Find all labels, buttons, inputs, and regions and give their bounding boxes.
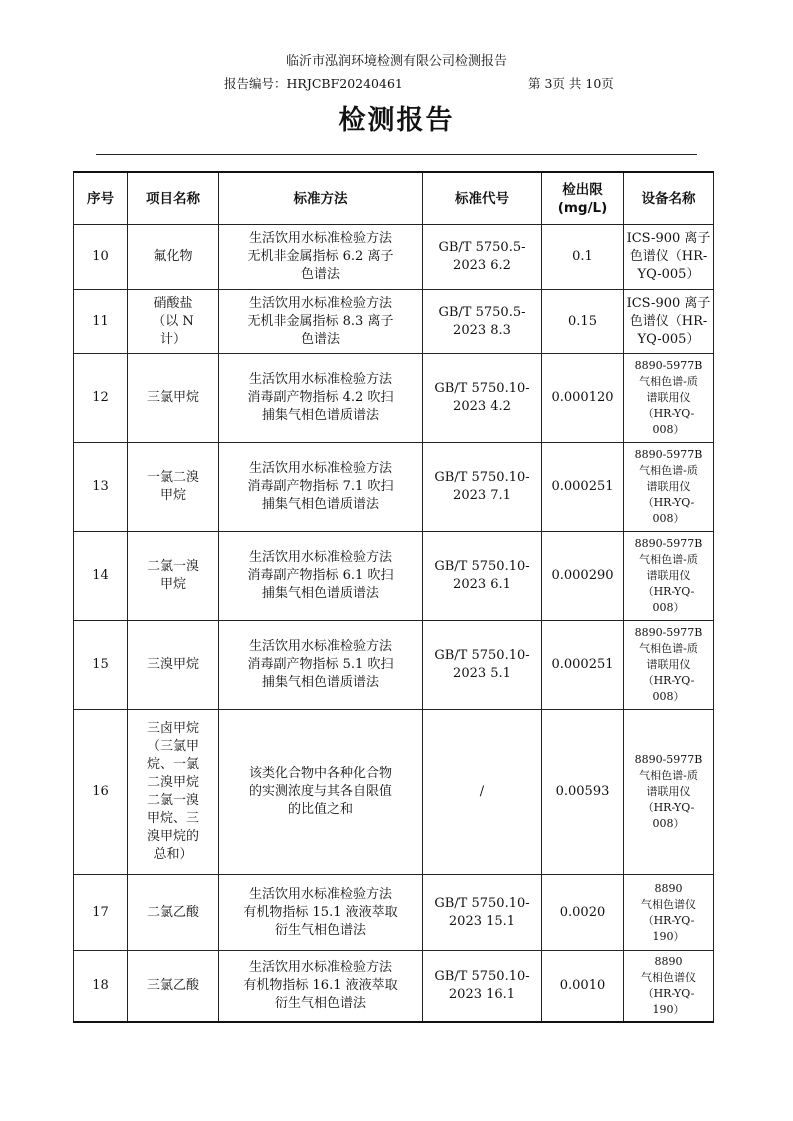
standard-code-cell: GB/T 5750.10- 2023 7.1	[423, 443, 542, 532]
table-row	[74, 225, 714, 290]
row-number-cell: 17	[74, 875, 128, 951]
equipment-name-cell: ICS-900 离子 色谱仪（HR- YQ-005）	[624, 290, 714, 354]
row-number-cell: 16	[74, 710, 128, 875]
table-row	[74, 290, 714, 354]
page-title: 检测报告	[338, 105, 455, 136]
column-header: 标准方法	[219, 172, 423, 225]
standard-method-cell: 生活饮用水标准检验方法 无机非金属指标 6.2 离子 色谱法	[219, 225, 423, 290]
detection-limit-cell: 0.000120	[542, 354, 624, 443]
standard-method-cell: 生活饮用水标准检验方法 无机非金属指标 8.3 离子 色谱法	[219, 290, 423, 354]
item-name-cell: 三溴甲烷	[128, 621, 219, 710]
column-header: 序号	[74, 172, 128, 225]
detection-limit-cell: 0.000251	[542, 621, 624, 710]
standard-code-cell: GB/T 5750.10- 2023 15.1	[423, 875, 542, 951]
row-number-cell: 11	[74, 290, 128, 354]
equipment-name-cell: 8890-5977B 气相色谱-质 谱联用仪 （HR-YQ- 008）	[624, 621, 714, 710]
table-row	[74, 443, 714, 532]
standard-code-cell: GB/T 5750.10- 2023 16.1	[423, 951, 542, 1022]
equipment-name-cell: 8890-5977B 气相色谱-质 谱联用仪 （HR-YQ- 008）	[624, 532, 714, 621]
table-row	[74, 951, 714, 1022]
item-name-cell: 二氯一溴 甲烷	[128, 532, 219, 621]
column-header: 设备名称	[624, 172, 714, 225]
standard-method-cell: 生活饮用水标准检验方法 有机物指标 16.1 液液萃取 衍生气相色谱法	[219, 951, 423, 1022]
row-number-cell: 12	[74, 354, 128, 443]
item-name-cell: 氟化物	[128, 225, 219, 290]
detection-limit-cell: 0.0010	[542, 951, 624, 1022]
equipment-name-cell: ICS-900 离子 色谱仪（HR- YQ-005）	[624, 225, 714, 290]
column-header: 标准代号	[423, 172, 542, 225]
detection-limit-cell: 0.000290	[542, 532, 624, 621]
item-name-cell: 二氯乙酸	[128, 875, 219, 951]
page-info: 第 3页 共 10页	[528, 76, 614, 91]
column-header: 检出限 (mg/L)	[542, 172, 624, 225]
header-divider	[96, 154, 697, 155]
standard-code-cell: GB/T 5750.10- 2023 6.1	[423, 532, 542, 621]
report-number: 报告编号：HRJCBF20240461	[224, 76, 403, 91]
table-row	[74, 875, 714, 951]
standard-code-cell: GB/T 5750.5- 2023 8.3	[423, 290, 542, 354]
detection-limit-cell: 0.000251	[542, 443, 624, 532]
standard-code-cell: GB/T 5750.5- 2023 6.2	[423, 225, 542, 290]
standard-method-cell: 生活饮用水标准检验方法 消毒副产物指标 7.1 吹扫 捕集气相色谱质谱法	[219, 443, 423, 532]
equipment-name-cell: 8890-5977B 气相色谱-质 谱联用仪 （HR-YQ- 008）	[624, 710, 714, 875]
equipment-name-cell: 8890 气相色谱仪 （HR-YQ- 190）	[624, 875, 714, 951]
standard-code-cell: GB/T 5750.10- 2023 5.1	[423, 621, 542, 710]
detection-limit-cell: 0.15	[542, 290, 624, 354]
standard-code-cell: /	[423, 710, 542, 875]
equipment-name-cell: 8890-5977B 气相色谱-质 谱联用仪 （HR-YQ- 008）	[624, 354, 714, 443]
table-row	[74, 621, 714, 710]
standard-method-cell: 生活饮用水标准检验方法 有机物指标 15.1 液液萃取 衍生气相色谱法	[219, 875, 423, 951]
detection-limit-cell: 0.0020	[542, 875, 624, 951]
item-name-cell: 三卤甲烷 （三氯甲 烷、一氯 二溴甲烷 二氯一溴 甲烷、三 溴甲烷的 总和）	[128, 710, 219, 875]
row-number-cell: 10	[74, 225, 128, 290]
equipment-name-cell: 8890-5977B 气相色谱-质 谱联用仪 （HR-YQ- 008）	[624, 443, 714, 532]
table-row	[74, 710, 714, 875]
row-number-cell: 14	[74, 532, 128, 621]
company-report-line: 临沂市泓润环境检测有限公司检测报告	[285, 54, 507, 69]
detection-limit-cell: 0.1	[542, 225, 624, 290]
standard-method-cell: 生活饮用水标准检验方法 消毒副产物指标 5.1 吹扫 捕集气相色谱质谱法	[219, 621, 423, 710]
standard-method-cell: 该类化合物中各种化合物 的实测浓度与其各自限值 的比值之和	[219, 710, 423, 875]
standard-method-cell: 生活饮用水标准检验方法 消毒副产物指标 6.1 吹扫 捕集气相色谱质谱法	[219, 532, 423, 621]
table-row	[74, 532, 714, 621]
item-name-cell: 一氯二溴 甲烷	[128, 443, 219, 532]
table-row	[74, 354, 714, 443]
test-methods-table	[73, 171, 714, 1023]
item-name-cell: 硝酸盐 （以 N 计）	[128, 290, 219, 354]
equipment-name-cell: 8890 气相色谱仪 （HR-YQ- 190）	[624, 951, 714, 1022]
item-name-cell: 三氯乙酸	[128, 951, 219, 1022]
column-header: 项目名称	[128, 172, 219, 225]
row-number-cell: 18	[74, 951, 128, 1022]
row-number-cell: 15	[74, 621, 128, 710]
standard-method-cell: 生活饮用水标准检验方法 消毒副产物指标 4.2 吹扫 捕集气相色谱质谱法	[219, 354, 423, 443]
row-number-cell: 13	[74, 443, 128, 532]
table-header-row	[74, 172, 714, 225]
detection-limit-cell: 0.00593	[542, 710, 624, 875]
standard-code-cell: GB/T 5750.10- 2023 4.2	[423, 354, 542, 443]
item-name-cell: 三氯甲烷	[128, 354, 219, 443]
